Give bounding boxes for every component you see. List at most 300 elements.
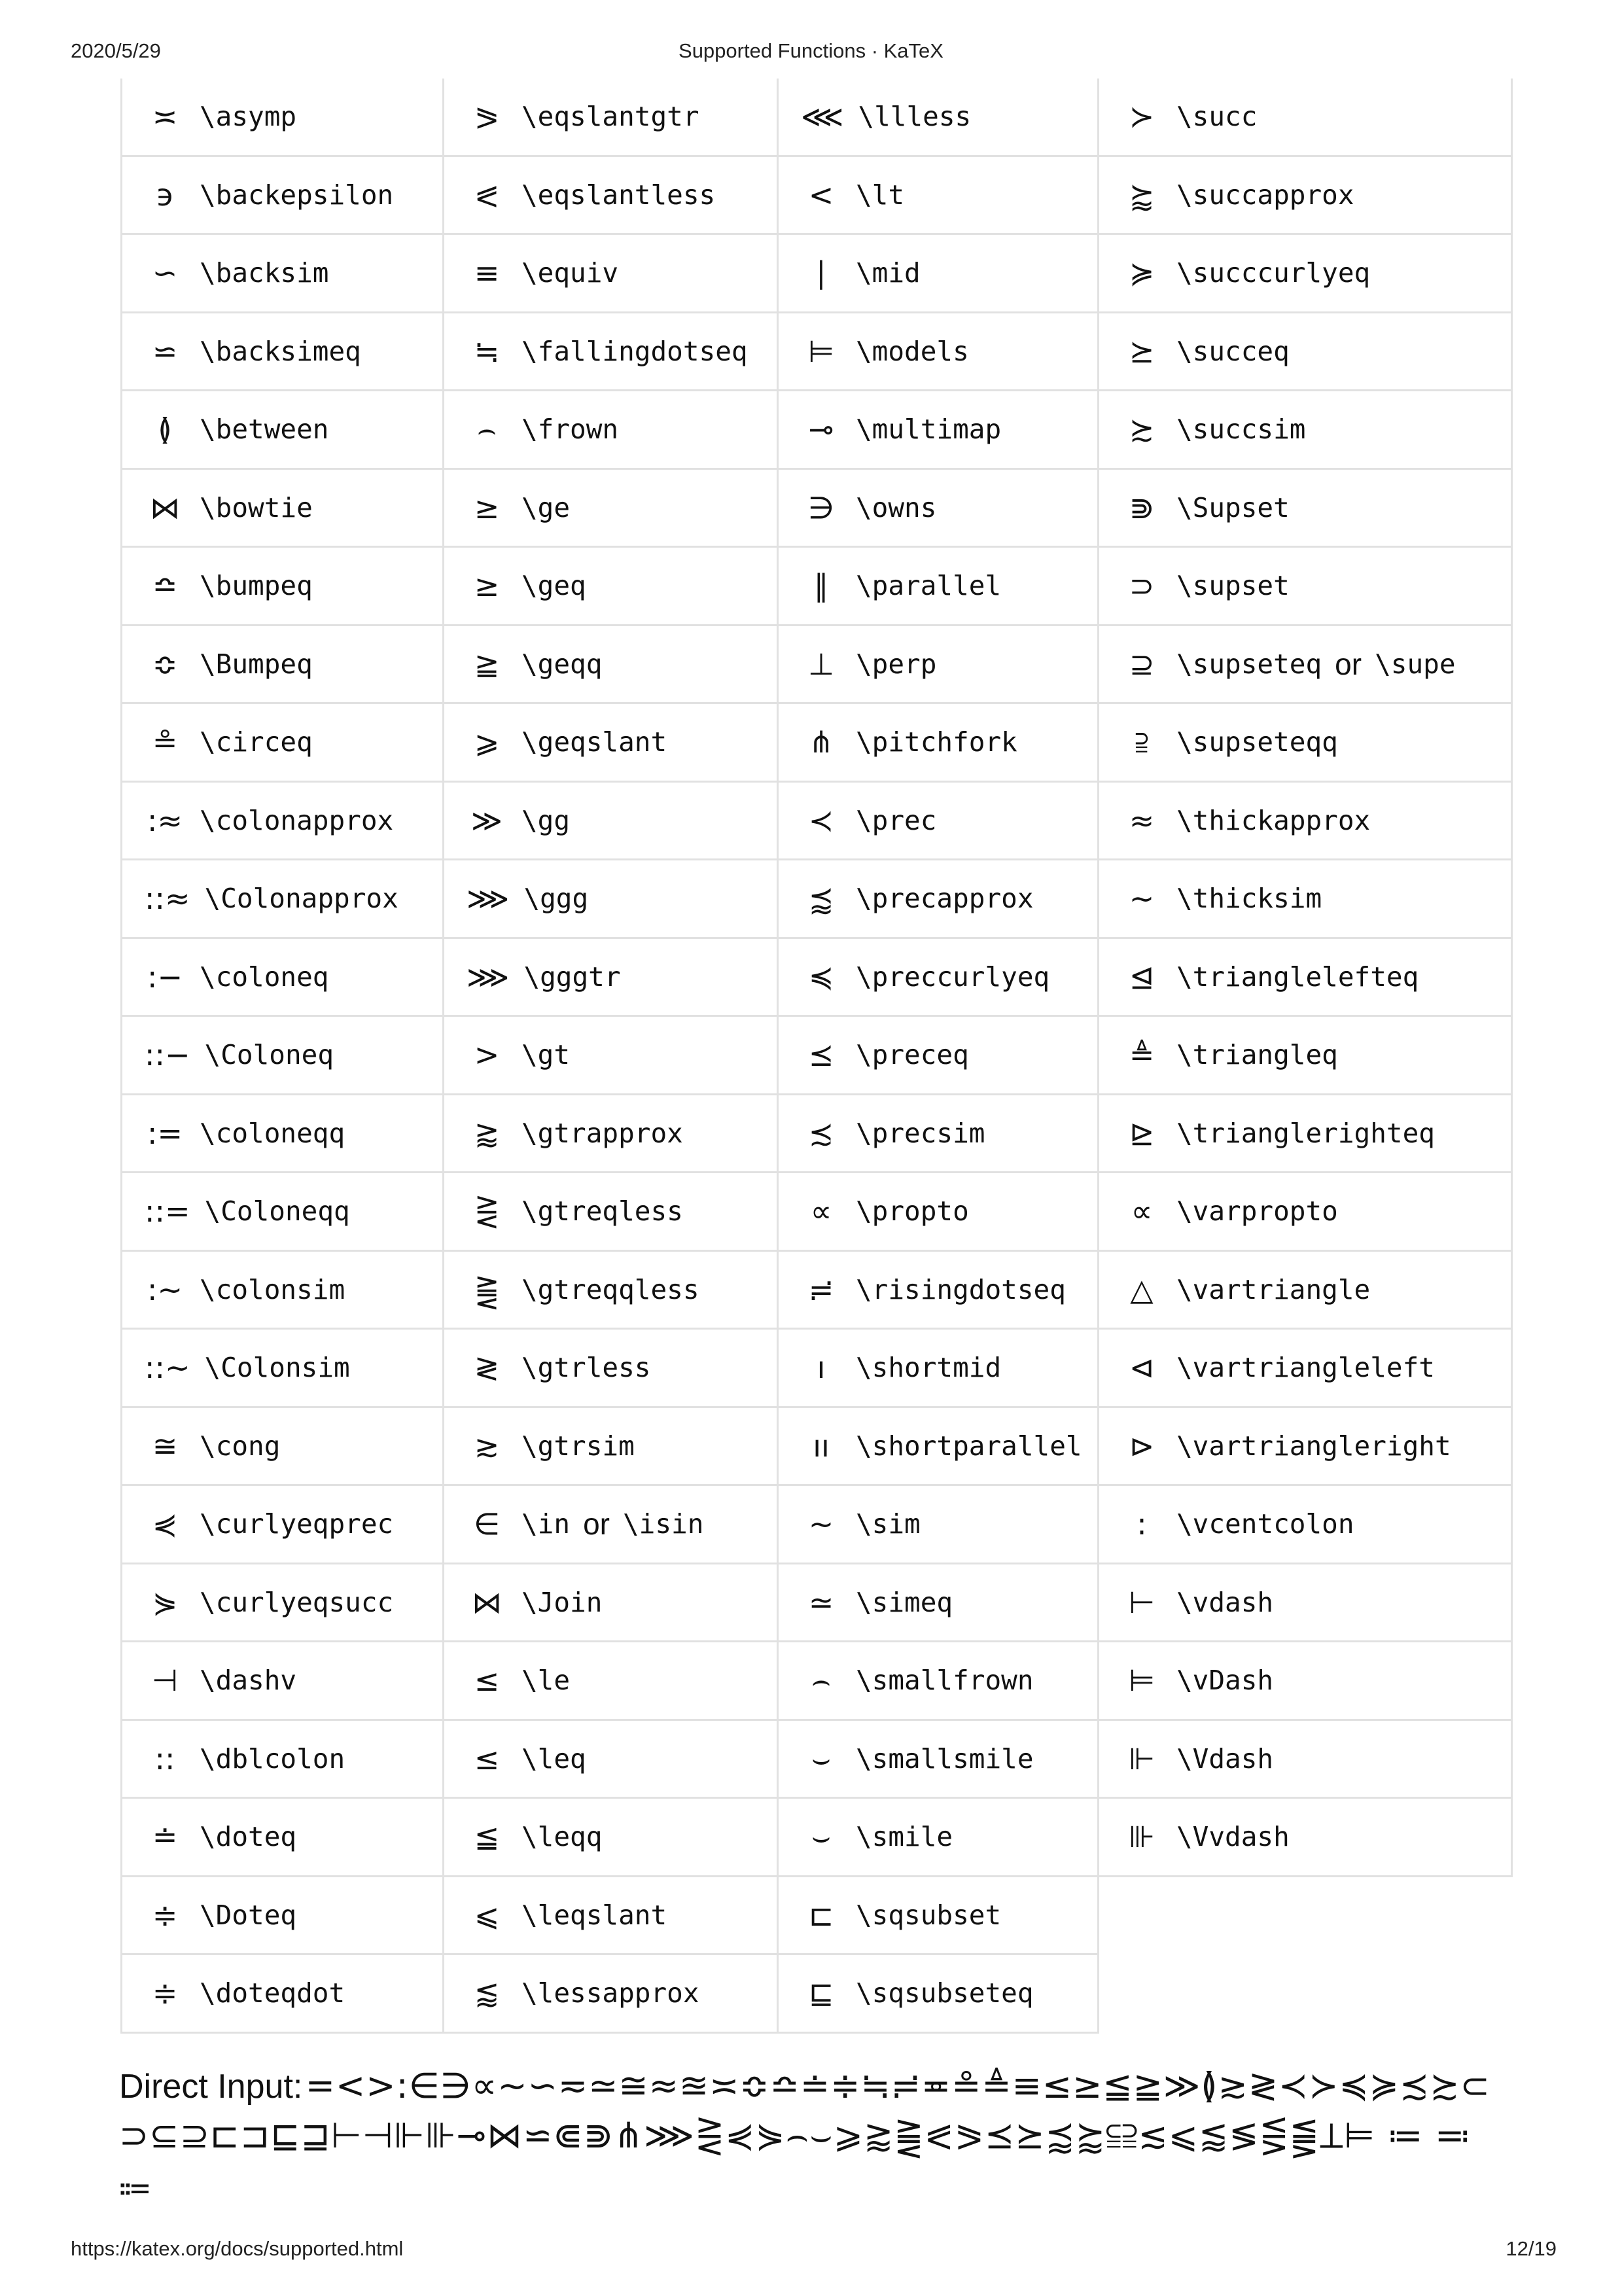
relation-symbol: ⊣: [151, 1663, 179, 1699]
latex-command: \leqq: [521, 1821, 603, 1853]
relation-symbol: ≷: [474, 1350, 500, 1386]
relation-symbol: ⩽: [474, 1897, 500, 1933]
latex-command: \leq: [521, 1742, 586, 1775]
relation-symbol: :≈: [147, 802, 183, 838]
relation-symbol: ≡: [474, 255, 500, 291]
relation-symbol: ≗: [152, 724, 178, 760]
table-cell: [120, 1330, 444, 1408]
table-cell: [444, 704, 779, 783]
relation-symbol: ⊑: [808, 1975, 834, 2011]
table-cell: [120, 79, 444, 157]
relation-symbol: ⊏: [808, 1897, 834, 1933]
latex-command: \vcentcolon: [1176, 1508, 1354, 1540]
relation-symbol: ∼: [1129, 881, 1155, 917]
latex-command: \Join: [521, 1586, 603, 1618]
latex-command: \mid: [856, 257, 921, 289]
relation-symbol: ⩾: [474, 724, 500, 760]
relation-symbol: ⊩: [1128, 1740, 1155, 1776]
latex-command: \perp: [856, 648, 937, 680]
latex-command: \colonsim: [200, 1273, 345, 1305]
table-cell: [120, 1799, 444, 1877]
relation-symbol: ::≈: [145, 881, 190, 917]
table-cell: [444, 626, 779, 705]
latex-command: \vDash: [1176, 1665, 1274, 1697]
latex-command: \frown: [521, 414, 619, 446]
relation-symbol: ⪯: [808, 1037, 834, 1073]
relation-symbol: △: [1130, 1271, 1154, 1307]
relation-symbol: ≥: [474, 489, 500, 525]
latex-command: \lt: [856, 179, 905, 211]
relation-symbol: ⪅: [474, 1975, 500, 2011]
relation-symbol: ⪷: [808, 881, 834, 917]
table-cell: [444, 1017, 779, 1095]
relation-symbol: ≎: [152, 646, 178, 682]
relation-symbol: ∈: [473, 1506, 501, 1542]
latex-command: \coloneq: [200, 961, 329, 993]
latex-command: \bumpeq: [200, 570, 313, 602]
latex-command: \gt: [521, 1039, 571, 1071]
relation-symbol: ⪸: [1129, 177, 1155, 213]
relation-symbol: :: [1137, 1506, 1147, 1542]
table-cell: [444, 1642, 779, 1721]
relation-symbol: ⋙: [467, 959, 510, 995]
relation-symbol: ≈: [1129, 802, 1155, 838]
latex-command: \Colonsim: [204, 1352, 350, 1384]
table-cell: [120, 1252, 444, 1330]
relation-symbol: ⊥: [807, 646, 835, 682]
relation-symbol: :∼: [147, 1271, 183, 1307]
table-cell: [779, 1486, 1099, 1564]
table-cell: [444, 1799, 779, 1877]
latex-command: \smile: [856, 1821, 953, 1853]
relation-symbol: ⊲: [1129, 1350, 1155, 1386]
table-cell: [1099, 157, 1513, 236]
latex-command: \lessapprox: [521, 1977, 699, 2009]
latex-command: \geqslant: [521, 726, 667, 758]
latex-command: \llless: [858, 101, 972, 133]
latex-command: \doteq: [200, 1821, 297, 1853]
latex-command: \vartriangleright: [1176, 1430, 1451, 1462]
relation-symbol: ⋈: [150, 489, 180, 525]
latex-command: \eqslantgtr: [521, 101, 699, 133]
table-cell: [120, 235, 444, 313]
table-cell: [779, 313, 1099, 392]
table-cell: [1099, 1173, 1513, 1252]
table-cell: [1099, 1642, 1513, 1721]
table-cell: [779, 1330, 1099, 1408]
table-cell: [1099, 1017, 1513, 1095]
latex-command: \fallingdotseq: [521, 335, 748, 367]
relation-symbol: ⋘: [801, 99, 844, 135]
latex-command: \vartriangle: [1176, 1273, 1371, 1305]
latex-command: \sqsubset: [856, 1899, 1002, 1931]
relation-symbol: ≅: [152, 1428, 178, 1464]
table-cell: [120, 1173, 444, 1252]
relation-symbol: ≽: [1129, 255, 1155, 291]
latex-command: \dblcolon: [200, 1742, 345, 1775]
relation-symbol: ⊃: [1129, 568, 1155, 604]
table-cell: [779, 157, 1099, 236]
table-cell: [444, 1173, 779, 1252]
table-cell: [120, 548, 444, 626]
latex-command: \Doteq: [200, 1899, 297, 1931]
table-cell: [779, 860, 1099, 939]
relation-symbol: ı: [817, 1350, 826, 1386]
table-cell: [444, 391, 779, 470]
latex-command: \leqslant: [521, 1899, 667, 1931]
relation-symbol: ⊵: [1129, 1115, 1155, 1151]
table-cell: [779, 470, 1099, 548]
latex-command: \trianglerighteq: [1176, 1117, 1435, 1149]
table-cell: [1099, 548, 1513, 626]
table-cell: [444, 1252, 779, 1330]
latex-command: \gtreqqless: [521, 1273, 699, 1305]
table-cell: [779, 704, 1099, 783]
latex-command: \coloneqq: [200, 1117, 345, 1149]
latex-command: \Coloneqq: [204, 1195, 350, 1227]
table-cell: [120, 783, 444, 861]
relation-symbol: <: [808, 177, 834, 213]
table-cell: [779, 1877, 1099, 1956]
relation-symbol: ∥: [813, 568, 829, 604]
latex-command: \Coloneq: [204, 1039, 334, 1071]
latex-command: \preccurlyeq: [856, 961, 1050, 993]
relation-symbol: ⪖: [474, 99, 500, 135]
relation-symbol: >: [474, 1037, 500, 1073]
relation-symbol: ⌣: [811, 1740, 832, 1776]
table-cell: [120, 1955, 444, 2034]
relation-symbol: ⊨: [807, 333, 835, 369]
relation-symbol: ∣: [813, 255, 829, 291]
relation-symbol: ⪌: [474, 1271, 500, 1307]
latex-command: \simeq: [856, 1586, 953, 1618]
table-cell: [1099, 1095, 1513, 1174]
latex-command: \pitchfork: [856, 726, 1017, 758]
table-cell: [444, 1955, 779, 2034]
latex-command: \models: [856, 335, 969, 367]
table-cell: [1099, 235, 1513, 313]
latex-command: \preceq: [856, 1039, 969, 1071]
table-cell: [444, 235, 779, 313]
relation-symbol: ≑: [152, 1975, 178, 2011]
latex-command: \gtrapprox: [521, 1117, 683, 1149]
table-cell: [1099, 1721, 1513, 1799]
latex-command: \between: [200, 414, 329, 446]
relation-symbol: ⌣: [811, 1819, 832, 1855]
latex-command: \trianglelefteq: [1176, 961, 1419, 993]
relation-symbol: ≒: [474, 333, 500, 369]
relation-symbol: ∼: [808, 1506, 834, 1542]
latex-command: \Vvdash: [1176, 1821, 1290, 1853]
table-cell: [779, 1721, 1099, 1799]
table-cell: [444, 313, 779, 392]
relation-symbol: ≫: [470, 802, 503, 838]
relation-symbol: ⋛: [474, 1193, 500, 1229]
table-cell: [444, 1408, 779, 1487]
table-cell: [120, 313, 444, 392]
latex-command: \backsimeq: [200, 335, 361, 367]
relation-symbol: ıı: [813, 1428, 830, 1464]
relation-symbol: ⊇: [1129, 646, 1155, 682]
latex-command: \varpropto: [1176, 1195, 1338, 1227]
latex-command: \thicksim: [1176, 883, 1322, 915]
relation-symbol: ∝: [1131, 1193, 1153, 1229]
latex-command: \supseteqq: [1176, 726, 1338, 758]
latex-command: \succ: [1176, 101, 1258, 133]
relation-symbol: :−: [147, 959, 183, 995]
latex-command: \cong: [200, 1430, 281, 1462]
latex-command: \vartriangleleft: [1176, 1352, 1435, 1384]
relation-symbol: ⋍: [152, 333, 178, 369]
latex-command: \le: [521, 1665, 571, 1697]
latex-command: \succcurlyeq: [1176, 257, 1371, 289]
latex-command: \doteqdot: [200, 1977, 345, 2009]
latex-command: \curlyeqprec: [200, 1508, 394, 1540]
table-cell: [779, 391, 1099, 470]
table-cell: [1099, 860, 1513, 939]
page-title: Supported Functions · KaTeX: [679, 39, 943, 62]
table-cell: [444, 470, 779, 548]
relation-symbol: ⫆: [1135, 724, 1149, 760]
table-cell: [1099, 939, 1513, 1017]
relation-symbol: ≥: [474, 568, 500, 604]
table-cell: [444, 1877, 779, 1956]
latex-command: \gg: [521, 804, 571, 836]
table-cell: [444, 939, 779, 1017]
latex-command-alias: \isin: [622, 1508, 704, 1540]
relation-symbol: ≍: [152, 99, 178, 135]
latex-command: \in: [521, 1508, 571, 1540]
latex-command: \sim: [856, 1508, 921, 1540]
table-cell: [120, 1564, 444, 1643]
latex-command: \smallfrown: [856, 1665, 1034, 1697]
table-cell: [120, 1095, 444, 1174]
relation-symbol: ⋔: [808, 724, 834, 760]
relation-symbol: ⪆: [474, 1115, 500, 1151]
relation-symbol: ≤: [474, 1740, 500, 1776]
relation-symbol: ∝: [810, 1193, 832, 1229]
latex-command: \Supset: [1176, 491, 1290, 523]
table-cell: [779, 1642, 1099, 1721]
latex-command: \smallsmile: [856, 1742, 1034, 1775]
relation-symbol: ∽: [152, 255, 178, 291]
relation-symbol: ⊸: [808, 412, 834, 448]
latex-command: \circeq: [200, 726, 313, 758]
latex-command: \dashv: [200, 1665, 297, 1697]
latex-command: \colonapprox: [200, 804, 394, 836]
table-cell: [444, 783, 779, 861]
relation-symbol: ≐: [152, 1819, 178, 1855]
relation-symbol: ⊨: [1128, 1663, 1155, 1699]
table-cell: [120, 1408, 444, 1487]
relation-symbol: ≧: [474, 646, 500, 682]
latex-command: \curlyeqsucc: [200, 1586, 394, 1618]
table-cell: [1099, 1408, 1513, 1487]
table-cell: [444, 1564, 779, 1643]
table-cell: [1099, 1330, 1513, 1408]
relation-symbol: ≺: [808, 802, 834, 838]
latex-command: \risingdotseq: [856, 1273, 1066, 1305]
table-cell: [120, 1017, 444, 1095]
table-cell: [120, 391, 444, 470]
relation-symbol: ≦: [474, 1819, 500, 1855]
table-cell: [779, 1017, 1099, 1095]
table-cell: [779, 783, 1099, 861]
relation-symbol: ≿: [1129, 412, 1155, 448]
relation-symbol: ≓: [808, 1271, 834, 1307]
table-cell: [1099, 704, 1513, 783]
or-separator: or: [1335, 646, 1362, 681]
relation-symbol: ≾: [808, 1115, 834, 1151]
or-separator: or: [583, 1507, 610, 1542]
table-cell: [779, 1095, 1099, 1174]
latex-command: \Colonapprox: [204, 883, 398, 915]
table-cell: [444, 157, 779, 236]
relation-symbol: ⋟: [152, 1584, 178, 1620]
table-cell: [779, 1252, 1099, 1330]
latex-command: \triangleq: [1176, 1039, 1338, 1071]
latex-command: \multimap: [856, 414, 1002, 446]
page-url: https://katex.org/docs/supported.html: [71, 2237, 404, 2260]
table-cell: [1099, 1564, 1513, 1643]
latex-command: \gtrless: [521, 1352, 651, 1384]
relation-symbol: ⌢: [811, 1663, 832, 1699]
relation-symbol: ⋞: [152, 1506, 178, 1542]
table-cell: [444, 1095, 779, 1174]
latex-command: \gggtr: [523, 961, 621, 993]
table-cell: [120, 1486, 444, 1564]
latex-command: \succsim: [1176, 414, 1306, 446]
relation-symbol: ≳: [474, 1428, 500, 1464]
relation-symbol: ≬: [158, 412, 172, 448]
table-cell: [779, 1173, 1099, 1252]
table-cell: [120, 1721, 444, 1799]
table-cell: [779, 1955, 1099, 2034]
table-cell: [1099, 79, 1513, 157]
relation-symbol: ::−: [145, 1037, 190, 1073]
latex-command: \propto: [856, 1195, 969, 1227]
latex-command: \gtrsim: [521, 1430, 635, 1462]
table-cell: [1099, 1252, 1513, 1330]
table-cell: [1099, 313, 1513, 392]
relation-symbol: ≻: [1129, 99, 1155, 135]
latex-command: \parallel: [856, 570, 1002, 602]
table-cell: [444, 1721, 779, 1799]
latex-command: \precapprox: [856, 883, 1034, 915]
latex-command: \ggg: [523, 883, 589, 915]
latex-command: \precsim: [856, 1117, 985, 1149]
relation-symbol: ⊪: [1128, 1819, 1155, 1855]
relation-symbol: ::: [154, 1740, 175, 1776]
table-cell: [444, 1330, 779, 1408]
latex-command: \shortmid: [856, 1352, 1002, 1384]
direct-input-symbols: =<>:∈∋∝∼∽≂≃≅≈≊≍≎≏≐≑≒≓≖≗≜≡≤≥≦≧≫≬≳≷≺≻≼≽≾≿⊂⊃⊆⊇⊏⊐⊑⊒⊢⊣⊩⊪⊸⋈⋍⋐⋑⋔⋙⋛⋞⋟⌢⌣⩾⪆⪌⪕⪖⪯⪰⪷⪸⫅⫆≲⩽⪅≶⋚⪋⟂⊨ ≔ ≕ ⩴: [119, 2065, 1490, 2206]
latex-command: \succapprox: [1176, 179, 1354, 211]
latex-command: \backsim: [200, 257, 329, 289]
relation-symbol: ⪰: [1129, 333, 1155, 369]
relation-symbol: ≏: [152, 568, 178, 604]
relation-symbol: ϶: [155, 177, 175, 213]
relation-symbol: ::∼: [145, 1350, 190, 1386]
relation-symbol: ⊳: [1129, 1428, 1155, 1464]
direct-input-label: Direct Input:: [119, 2068, 303, 2106]
table-cell: [779, 1564, 1099, 1643]
latex-command: \Vdash: [1176, 1742, 1274, 1775]
latex-command: \backepsilon: [200, 179, 394, 211]
table-cell: [779, 626, 1099, 705]
latex-command: \asymp: [200, 101, 297, 133]
latex-command: \thickapprox: [1176, 804, 1371, 836]
table-cell: [444, 79, 779, 157]
table-cell: [120, 704, 444, 783]
relation-symbol: ⋙: [467, 881, 510, 917]
table-cell: [1099, 391, 1513, 470]
relation-symbol: ≃: [808, 1584, 834, 1620]
latex-command: \shortparallel: [856, 1430, 1082, 1462]
print-date: 2020/5/29: [71, 39, 161, 62]
latex-command: \Bumpeq: [200, 648, 313, 680]
relation-symbol: :=: [147, 1115, 183, 1151]
table-cell: [120, 157, 444, 236]
table-cell: [1099, 1799, 1513, 1877]
table-cell: [779, 1408, 1099, 1487]
table-cell: [444, 1486, 779, 1564]
table-cell: [120, 860, 444, 939]
latex-command: \bowtie: [200, 491, 313, 523]
latex-command: \owns: [856, 491, 937, 523]
table-cell: [779, 79, 1099, 157]
table-cell: [444, 860, 779, 939]
page-number: 12/19: [1506, 2237, 1557, 2260]
latex-command: \prec: [856, 804, 937, 836]
table-cell: [1099, 470, 1513, 548]
latex-command-alias: \supe: [1375, 648, 1456, 680]
latex-command: \supset: [1176, 570, 1290, 602]
table-cell: [444, 548, 779, 626]
relation-symbol: ≤: [474, 1663, 500, 1699]
latex-command: \ge: [521, 491, 571, 523]
relation-symbol: ::=: [145, 1193, 190, 1229]
latex-command: \vdash: [1176, 1586, 1274, 1618]
table-cell: [120, 1642, 444, 1721]
table-cell: [779, 548, 1099, 626]
relation-symbol: ≼: [808, 959, 834, 995]
table-cell: [120, 626, 444, 705]
relation-symbol: ⊴: [1129, 959, 1155, 995]
latex-command: \geq: [521, 570, 586, 602]
table-cell: [1099, 1486, 1513, 1564]
table-cell: [120, 470, 444, 548]
latex-command: \eqslantless: [521, 179, 716, 211]
latex-command: \supseteq: [1176, 648, 1322, 680]
direct-input-section: [119, 2061, 1506, 2210]
latex-command: \succeq: [1176, 335, 1290, 367]
table-cell: [779, 235, 1099, 313]
relation-symbol: ⌢: [476, 412, 497, 448]
table-cell: [120, 939, 444, 1017]
relation-symbol: ⊢: [1128, 1584, 1155, 1620]
latex-command: \geqq: [521, 648, 603, 680]
latex-command: \gtreqless: [521, 1195, 683, 1227]
table-cell: [1099, 783, 1513, 861]
relation-symbol: ⋈: [472, 1584, 502, 1620]
relation-symbol: ⪕: [474, 177, 500, 213]
relation-symbol: ≜: [1129, 1037, 1155, 1073]
relation-symbol: ∋: [807, 489, 835, 525]
table-cell: [779, 1799, 1099, 1877]
relation-symbol: ≑: [152, 1897, 178, 1933]
table-cell: [120, 1877, 444, 1956]
